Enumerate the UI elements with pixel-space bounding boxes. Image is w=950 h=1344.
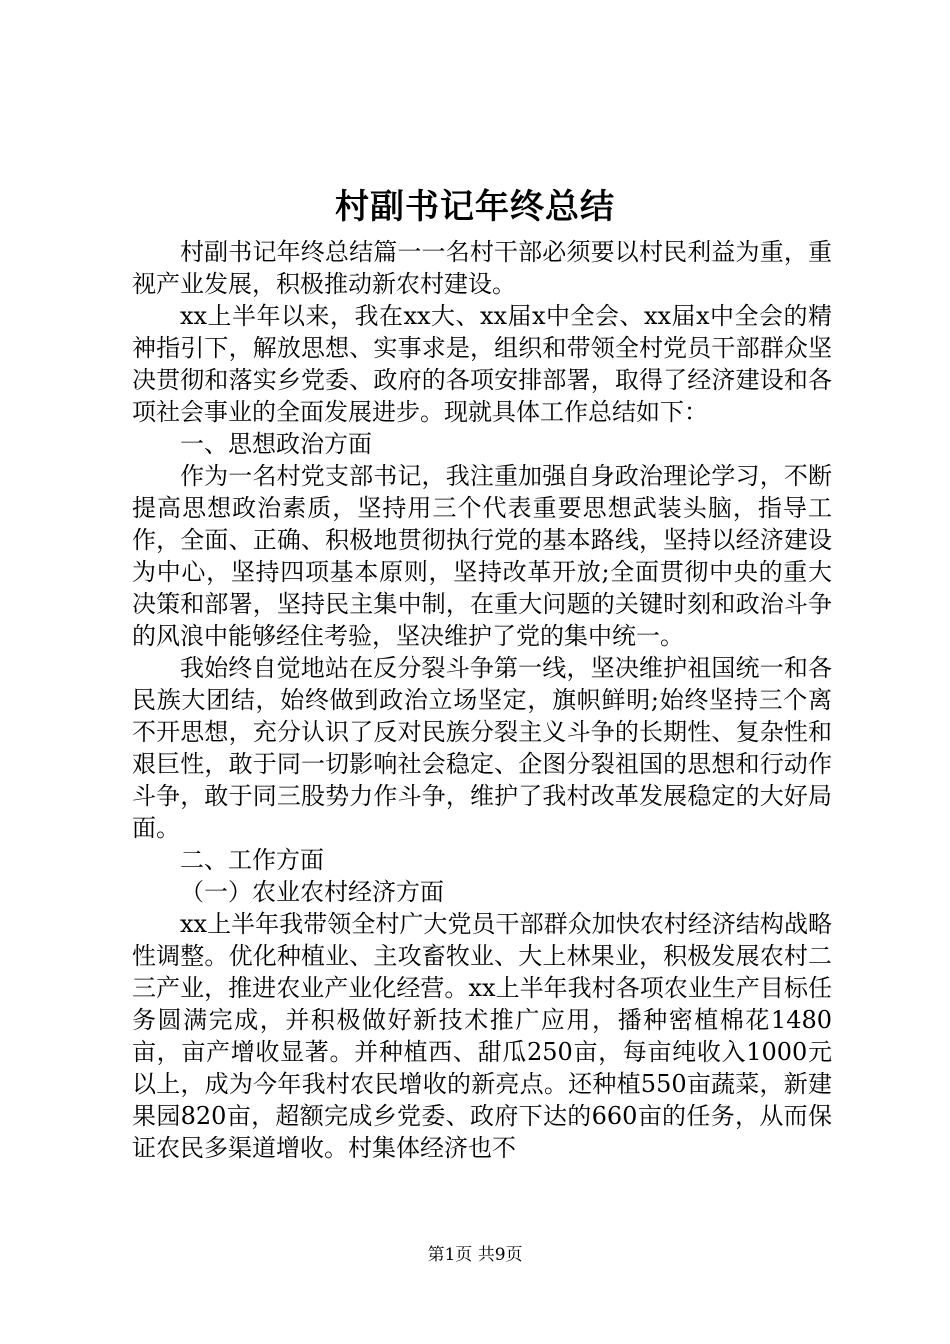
document-title: 村副书记年终总结 [335, 187, 615, 227]
paragraph-intro: 村副书记年终总结篇一一名村干部必须要以村民利益为重，重视产业发展，积极推动新农村建设。 [132, 238, 832, 298]
page-footer: 第1页 共9页 [427, 1245, 523, 1265]
paragraph-political-study: 作为一名村党支部书记，我注重加强自身政治理论学习，不断提高思想政治素质，坚持用三个代表重要思想武装头脑，指导工作，全面、正确、积极地贯彻执行党的基本路线，坚持以经济建设为中心，坚持四项基本原则，坚持改革开放;全面贯彻中央的重大决策和部署，坚持民主集中制，在重大问题的关键时刻和政治斗争的风浪中能够经住考验，坚决维护了党的集中统一。 [132, 462, 832, 650]
section-heading-political: 一、思想政治方面 [180, 430, 372, 458]
subsection-heading-agriculture: （一）农业农村经济方面 [180, 878, 444, 906]
paragraph-overview: xx上半年以来，我在xx大、xx届x中全会、xx届x中全会的精神指引下，解放思想、实事求是，组织和带领全村党员干部群众坚决贯彻和落实乡党委、政府的各项安排部署，取得了经济建设和各项社会事业的全面发展进步。现就具体工作总结如下： [132, 302, 832, 426]
section-heading-work: 二、工作方面 [180, 846, 324, 874]
document-body [132, 236, 832, 1164]
paragraph-agriculture: xx上半年我带领全村广大党员干部群众加快农村经济结构战略性调整。优化种植业、主攻畜牧业、大上林果业，积极发展农村二三产业，推进农业产业化经营。xx上半年我村各项农业生产目标任务圆满完成，并积极做好新技术推广应用，播种密植棉花1480亩，亩产增收显著。并种植西、甜瓜250亩，每亩纯收入1000元以上，成为今年我村农民增收的新亮点。还种植550亩蔬菜，新建果园820亩，超额完成乡党委、政府下达的660亩的任务，从而保证农民多渠道增收。村集体经济也不 [132, 910, 832, 1162]
paragraph-anti-separatism: 我始终自觉地站在反分裂斗争第一线，坚决维护祖国统一和各民族大团结，始终做到政治立场坚定，旗帜鲜明;始终坚持三个离不开思想，充分认识了反对民族分裂主义斗争的长期性、复杂性和艰巨性，敢于同一切影响社会稳定、企图分裂祖国的思想和行动作斗争，敢于同三股势力作斗争，维护了我村改革发展稳定的大好局面。 [132, 654, 832, 842]
